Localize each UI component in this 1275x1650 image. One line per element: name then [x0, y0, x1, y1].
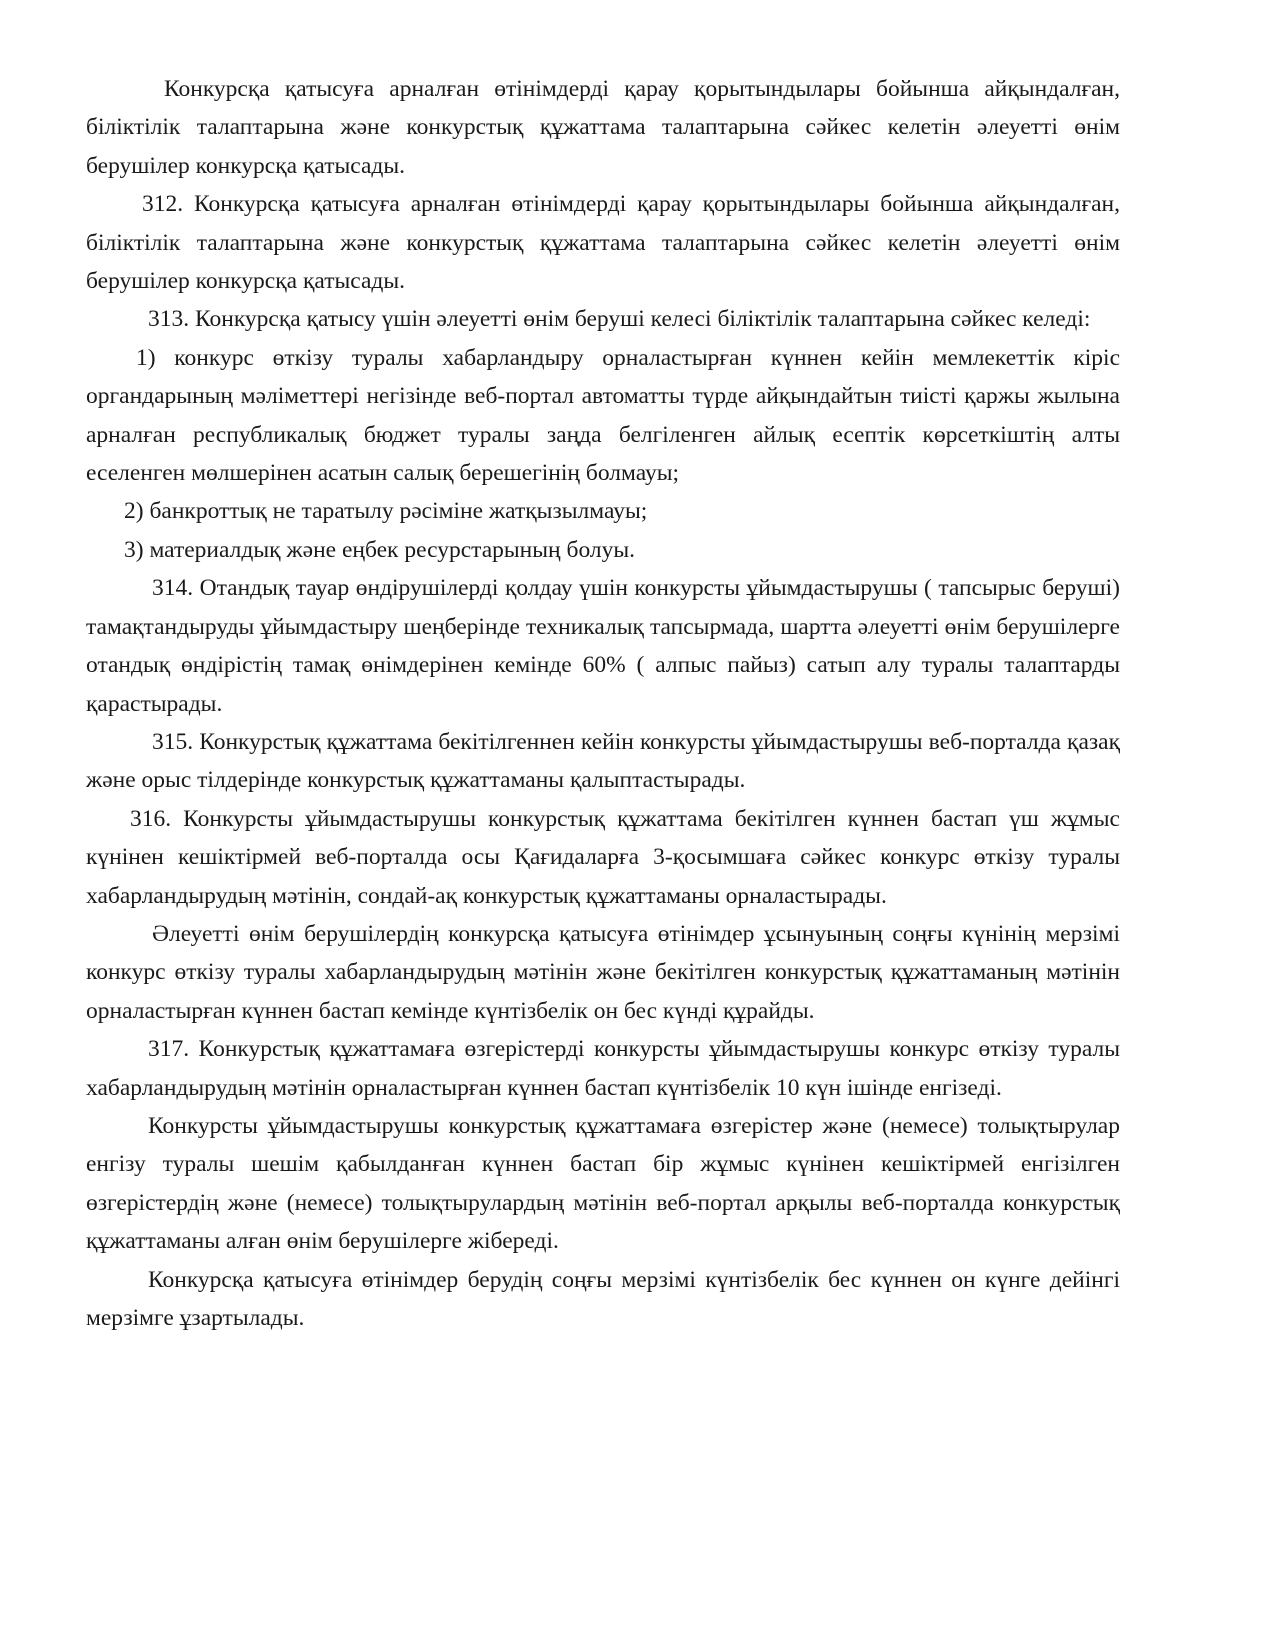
paragraph-315: 315. Конкурстық құжаттама бекітілгеннен кейін конкурсты ұйымдастырушы веб-порталда қазақ және орыс тілдерінде конкурстық құжаттаманы қалыптастырады.: [86, 728, 1120, 794]
paragraph-317-extension: Конкурсқа қатысуға өтінімдер берудің соңғы мерзімі күнтізбелік бес күннен он күнге дейінгі мерзімге ұзартылады.: [86, 1266, 1120, 1331]
list-item-1: 1) конкурс өткізу туралы хабарландыру орналастырған күннен кейін мемлекеттік кіріс органдарының мәліметтері негізінде веб-портал автоматты түрде айқындайтын тиісті қаржы жылына арналған республикалық бюджет туралы заңда белгіленген айлық есептік көрсеткіштің алты еселенген мөлшерінен асатын салық берешегінің болмауы;: [86, 344, 1120, 487]
paragraph-316: 316. Конкурсты ұйымдастырушы конкурстық құжаттама бекітілген күннен бастап үш жұмыс күнінен кешіктірмей веб-порталда осы Қағидаларға 3-қосымшаға сәйкес конкурс өткізу туралы хабарландырудың мәтінін, сондай-ақ конкурстық құжаттаманы орналастырады.: [86, 805, 1120, 909]
list-item-3: 3) материалдық және еңбек ресурстарының болуы.: [124, 536, 636, 563]
paragraph-intro: Конкурсқа қатысуға арналған өтінімдерді қарау қорытындылары бойынша айқындалған, біліктілік талаптарына және конкурстық құжаттама талаптарына сәйкес келетін әлеуетті өнім берушілер конкурсқа қатысады.: [86, 76, 1120, 179]
paragraph-313: 313. Конкурсқа қатысу үшін әлеуетті өнім беруші келесі біліктілік талаптарына сәйкес келеді:: [148, 306, 1091, 333]
paragraph-312: 312. Конкурсқа қатысуға арналған өтінімдерді қарау қорытындылары бойынша айқындалған, біліктілік талаптарына және конкурстық құжаттама талаптарына сәйкес келетін әлеуетті өнім берушілер конкурсқа қатысады.: [86, 191, 1120, 295]
paragraph-317-amendments: Конкурсты ұйымдастырушы конкурстық құжаттамаға өзгерістер және (немесе) толықтырулар енгізу туралы шешім қабылданған күннен бастап бір жұмыс күнінен кешіктірмей енгізілген өзгерістердің және (немесе) толықтырулардың мәтінін веб-портал арқылы веб-порталда конкурстық құжаттаманы алған өнім берушілерге жібереді.: [86, 1112, 1120, 1255]
list-item-2: 2) банкроттық не таратылу рәсіміне жатқызылмауы;: [124, 498, 648, 525]
paragraph-316-deadline: Әлеуетті өнім берушілердің конкурсқа қатысуға өтінімдер ұсынуының соңғы күнінің мерзімі конкурс өткізу туралы хабарландырудың мәтінін және бекітілген конкурстық құжаттаманың мәтінін орналастырған күннен бастап кемінде күнтізбелік он бес күнді құрайды.: [86, 920, 1120, 1024]
paragraph-314: 314. Отандық тауар өндірушілерді қолдау үшін конкурсты ұйымдастырушы ( тапсырыс беруші) тамақтандыруды ұйымдастыру шеңберінде техникалық тапсырмада, шартта әлеуетті өнім берушілерге отандық өндірістің тамақ өнімдерінен кемінде 60% ( алпыс пайыз) сатып алу туралы талаптарды қарастырады.: [86, 575, 1120, 717]
document-page: [86, 70, 1120, 1337]
paragraph-317: 317. Конкурстық құжаттамаға өзгерістерді конкурсты ұйымдастырушы конкурс өткізу туралы хабарландырудың мәтінін орналастырған күннен бастап күнтізбелік 10 күн ішінде енгізеді.: [86, 1036, 1120, 1101]
